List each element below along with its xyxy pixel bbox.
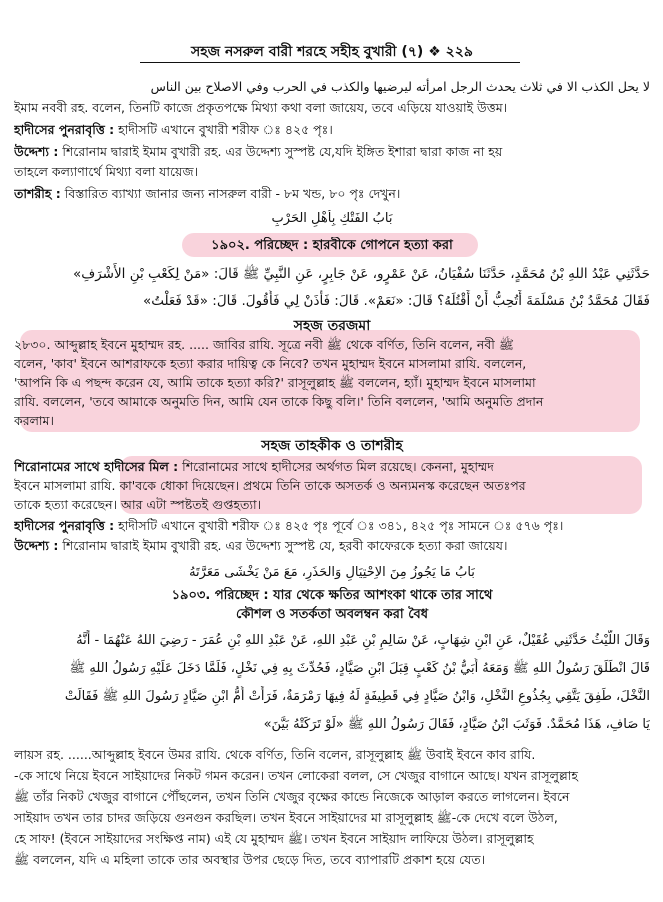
translation-1903-line: হে সাফ! (ইবনে সাইয়াদের সংক্ষিপ্ত নাম) এই যে মুহাম্মদ ﷺ। তখন ইবনে সাইয়াদ লাফিয়ে উঠল। রাসূলুল্লাহ	[14, 831, 534, 846]
translation-heading: সহজ তরজমা	[293, 318, 371, 334]
translation-1903-line: -কে সাথে নিয়ে ইবনে সাইয়াদের নিকট গমন করেন। তখন লোকেরা বলল, সে খেজুর বাগানে আছে। যখন রাসূলুল্লাহ	[14, 768, 578, 783]
match-line: ইবনে মাসলামা রাযি. কা'বকে ধোকা দিয়েছেন। প্রথমে তিনি তাকে অসতর্ক ও অন্যমনস্ক করেছেন অতঃপর	[14, 478, 526, 493]
translation-line: 'আপনি কি এ পছন্দ করেন যে, আমি তাকে হত্যা করি?' রাসূলুল্লাহ ﷺ বললেন, হ্যাঁ। মুহাম্মদ ইবনে মাসলামা	[14, 375, 536, 390]
arabic-text-1903-line: يَا صَافِ، هَذَا مُحَمَّدٌ. فَوَثَبَ ابْنُ صَيَّادٍ، فَقَالَ رَسُولُ اللهِ ﷺ «لَوْ تَرَكَتْهُ بَيَّنَ»	[263, 717, 650, 732]
purpose-label-1902: উদ্দেশ্য :	[14, 538, 59, 553]
arabic-text-1902-line-1: حَدَّثَنِي عَبْدُ اللهِ بْنُ مُحَمَّدٍ، حَدَّثَنَا سُفْيَانُ، عَنْ عَمْرٍو، عَنْ جَابِرٍ، عَنِ النَّبِيِّ ﷺ قَالَ: «مَنْ لِكَعْبِ بْنِ الأَشْرَفِ»	[72, 266, 650, 282]
arabic-text-1903-line: قَالَ انْطَلَقَ رَسُولُ اللهِ ﷺ وَمَعَهُ أُبَيُّ بْنُ كَعْبٍ قِبَلَ ابْنِ صَيَّادٍ، فَحُدِّثَ بِهِ فِي نَخْلٍ، فَلَمَّا دَخَلَ عَلَيْهِ رَسُولُ اللهِ ﷺ	[69, 661, 650, 676]
arabic-text-1903-line: وَقَالَ اللَّيْثُ حَدَّثَنِي عُقَيْلٌ، عَنِ ابْنِ شِهَابٍ، عَنْ سَالِمِ بْنِ عَبْدِ اللهِ، عَنْ عَبْدِ اللهِ بْنِ عُمَرَ - رَضِيَ اللهُ عَنْهُمَا - أَنَّهُ	[76, 633, 650, 648]
intro-arabic-hadith: لا يحل الكذب الا في ثلاث يحدث الرجل امرأته ليرضيها والكذب في الحرب وفي الاصلاح بين الناس	[150, 79, 650, 94]
intro-repeat-text: হাদীসটি এখানে বুখারী শরীফ ঃ ৪২৫ পৃঃ।	[114, 122, 333, 137]
purpose-text-1902: শিরোনাম দ্বারাই ইমাম বুখারী রহ. এর উদ্দেশ্য সুস্পষ্ট যে, হরবী কাফেরকে হত্যা করা জায়েয।	[58, 538, 508, 553]
tahqiq-heading: সহজ তাহকীক ও তাশরীহ	[261, 438, 403, 454]
match-label: শিরোনামের সাথে হাদীসের মিল :	[14, 459, 179, 474]
intro-purpose-line	[14, 143, 650, 161]
translation-line: রাযি. বললেন, 'তবে আমাকে অনুমতি দিন, আমি যেন তাকে কিছু বলি।' তিনি বললেন, 'আমি অনুমতি প্রদান	[14, 394, 544, 409]
translation-1903-line: ﷺ বললেন, যদি এ মহিলা তাকে তার অবস্থার উপর ছেড়ে দিত, তবে ব্যাপারটি প্রকাশ হয়ে যেত।	[14, 852, 486, 867]
match-line: তাকে হত্যা করেছেন। আর এটা স্পষ্টতই গুপ্তহত্যা।	[14, 497, 262, 512]
intro-repeat-label: হাদীসের পুনরাবৃত্তি :	[14, 122, 115, 137]
intro-tashrih-line	[14, 185, 650, 203]
header-rule	[140, 62, 520, 63]
translation-line: বলেন, 'কাব' ইবনে আশরাফকে হত্যা করার দায়িত্ব কে নিবে? তখন মুহাম্মদ ইবনে মাসলামা রাযি. বললেন,	[14, 356, 527, 371]
translation-1903-line: লায়স রহ. ......আব্দুল্লাহ ইবনে উমর রাযি. থেকে বর্ণিত, তিনি বলেন, রাসূলুল্লাহ ﷺ উবাই ইবনে কাব রাযি.	[14, 747, 536, 762]
intro-purpose-text-1: শিরোনাম দ্বারাই ইমাম বুখারী রহ. এর উদ্দেশ্য সুস্পষ্ট যে,যদি ইঙ্গিত ইশারা দ্বারা কাজ না হয়	[58, 144, 503, 159]
page-header: সহজ নসরুল বারী শরহে সহীহ বুখারী (৭) ❖ ২২৯	[191, 44, 473, 60]
intro-purpose-label: উদ্দেশ্য :	[14, 144, 59, 159]
intro-purpose-text-2: তাহলে কল্যাণার্থে মিথ্যা বলা যায়েজ।	[14, 164, 199, 179]
intro-tashrih-text: বিস্তারিত ব্যাখ্যা জানার জন্য নাসরুল বারী - ৮ম খন্ড, ৮০ পৃঃ দেখুন।	[60, 186, 401, 201]
chapter-title-1903-line-1: ১৯০৩. পরিচ্ছেদ : যার থেকে ক্ষতির আশংকা থাকে তার সাথে	[171, 588, 493, 603]
bab-heading-1903: بَابُ مَا يَجُوزُ مِنَ الاِحْتِيَالِ وَالحَذَرِ، مَعَ مَنْ يَخْشَى مَعَرَّتَهُ	[189, 565, 475, 580]
repeat-line-1902	[14, 517, 650, 535]
intro-tashrih-label: তাশরীহ :	[14, 186, 61, 201]
match-line	[14, 458, 650, 476]
purpose-line-1902	[14, 537, 650, 555]
repeat-label-1902: হাদীসের পুনরাবৃত্তি :	[14, 518, 115, 533]
match-text: শিরোনামের সাথে হাদীসের অর্থগত মিল রয়েছে। কেননা, মুহাম্মদ	[178, 459, 494, 474]
arabic-text-1903-line: النَّخْلَ، طَفِقَ يَتَّقِي بِجُذُوعِ النَّخْلِ، وَابْنُ صَيَّادٍ فِي قَطِيفَةٍ لَهُ فِيهَا رَمْرَمَةٌ، فَرَأَتْ أُمُّ ابْنِ صَيَّادٍ رَسُولَ اللهِ ﷺ فَقَالَتْ	[64, 689, 650, 704]
intro-nawawi-line: ইমাম নববী রহ. বলেন, তিনটি কাজে প্রকৃতপক্ষে মিথ্যা কথা বলা জায়েয, তবে এড়িয়ে যাওয়াই উত্তম।	[14, 100, 508, 115]
bab-heading-1902: بَابُ الفَتْكِ بِأَهْلِ الحَرْبِ	[271, 211, 393, 226]
arabic-text-1902-line-2: فَقَالَ مُحَمَّدُ بْنُ مَسْلَمَةَ أَتُحِبُّ أَنْ أَقْتُلَهُ؟ قَالَ: «نَعَمْ». قَالَ: فَأْذَنْ لِي فَأَقُولَ. قَالَ: «قَدْ فَعَلْتُ»	[142, 293, 650, 309]
repeat-text-1902: হাদীসটি এখানে বুখারী শরীফ ঃ ৪২৫ পৃঃ পূর্বে ঃ ৩৪১, ৪২৫ পৃঃ সামনে ঃ ৫৭৬ পৃঃ।	[114, 518, 564, 533]
translation-line: করলাম।	[14, 413, 54, 428]
translation-line: ২৮৩০. আব্দুল্লাহ ইবনে মুহাম্মদ রহ. ..... জাবির রাযি. সূত্রে নবী ﷺ থেকে বর্ণিত, তিনি বলেন, নবী ﷺ	[14, 337, 514, 352]
chapter-title-1903-line-2: কৌশল ও সতর্কতা অবলম্বন করা বৈধ	[235, 607, 429, 622]
translation-1903-line: সাইয়াদ তখন তার চাদর জড়িয়ে গুনগুন করছিল। তখন ইবনে সাইয়াদের মা রাসূলুল্লাহ ﷺ-কে দেখে বলে উঠল,	[14, 810, 558, 825]
intro-repeat-line	[14, 121, 650, 139]
chapter-title-1902: ১৯০২. পরিচ্ছেদ : হারবীকে গোপনে হত্যা করা	[211, 238, 453, 253]
translation-1903-line: ﷺ তাঁর নিকট খেজুর বাগানে পৌঁছলেন, তখন তিনি খেজুর বৃক্ষের কান্ডে নিজেকে আড়াল করতে লাগলেন। ইবনে	[14, 789, 570, 804]
